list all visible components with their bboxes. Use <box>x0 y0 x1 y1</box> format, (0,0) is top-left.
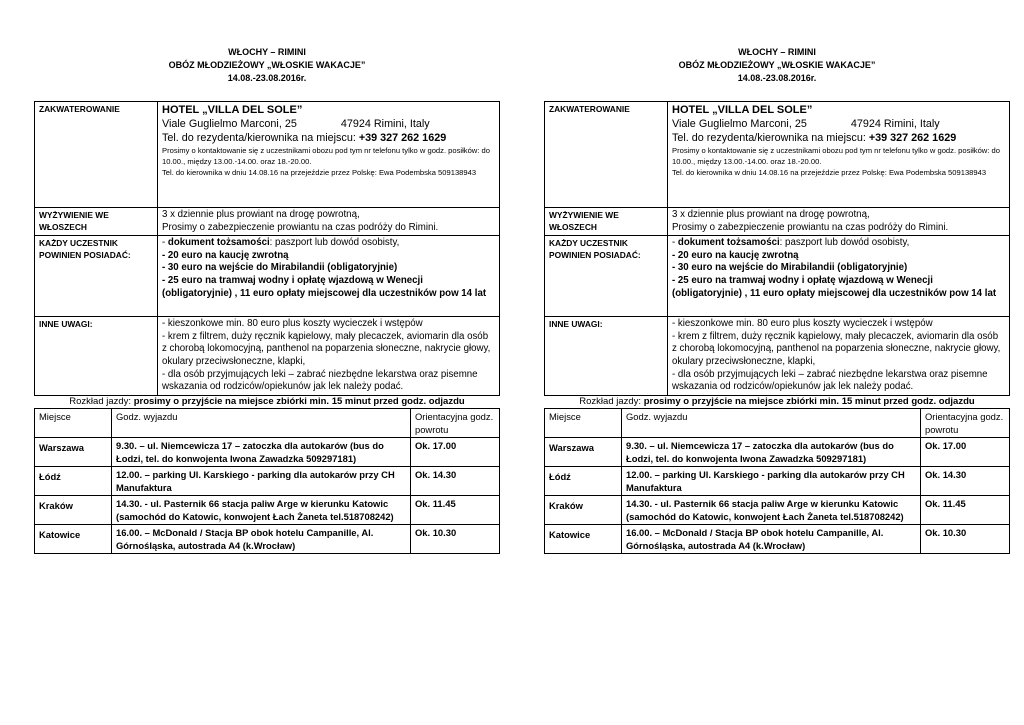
hotel-phone-label: Tel. do rezydenta/kierownika na miejscu: <box>162 132 356 144</box>
hotel-contact-note: Prosimy o kontaktowanie się z uczestnikami obozu pod tym nr telefonu tylko w godz. posiłków: do 10.00., między 13.00.-14.00. oraz 18.-20.00. <box>672 146 1000 166</box>
bring-item-1-rest: : paszport lub dowód osobisty, <box>269 237 400 249</box>
header <box>544 46 1010 85</box>
food-row <box>35 208 500 236</box>
hotel-phone-label: Tel. do rezydenta/kierownika na miejscu: <box>672 132 866 144</box>
bring-row <box>545 236 1010 317</box>
hotel-street: Viale Guglielmo Marconi, 25 <box>672 118 807 130</box>
col-time-header: Godz. wyjazdu <box>622 409 921 438</box>
row-departure: 12.00. – parking Ul. Karskiego - parking dla autokarów przy CH Manufaktura <box>112 467 411 496</box>
col-time-header: Godz. wyjazdu <box>112 409 411 438</box>
notes-value <box>668 317 1010 396</box>
notes-row <box>35 317 500 396</box>
food-label: WYŻYWIENIE WE WŁOSZECH <box>35 208 158 236</box>
row-departure: 14.30. - ul. Pasternik 66 stacja paliw Arge w kierunku Katowic (samochód do Katowic, konwojent Łach Żaneta tel.518708242) <box>112 496 411 525</box>
schedule-table <box>34 408 500 554</box>
header-camp-title: OBÓZ MŁODZIEŻOWY „WŁOSKIE WAKACJE” <box>678 60 876 70</box>
header <box>34 46 500 85</box>
schedule-header-row <box>545 409 1010 438</box>
hotel-phone-number: +39 327 262 1629 <box>868 132 957 144</box>
header-camp-title: OBÓZ MŁODZIEŻOWY „WŁOSKIE WAKACJE” <box>168 60 366 70</box>
hotel-address <box>162 117 495 131</box>
bring-item-1: - dokument tożsamości: paszport lub dowód osobisty, <box>162 237 400 249</box>
bring-item-1-bold: dokument tożsamości <box>167 237 270 249</box>
notes-label: INNE UWAGI: <box>35 317 158 396</box>
row-place: Warszawa <box>545 438 622 467</box>
notes-value <box>158 317 500 396</box>
row-departure: 14.30. - ul. Pasternik 66 stacja paliw Arge w kierunku Katowic (samochód do Katowic, konwojent Łach Żaneta tel.518708242) <box>622 496 921 525</box>
bring-label: KAŻDY UCZESTNIK POWINIEN POSIADAĆ: <box>545 236 668 317</box>
header-country: WŁOCHY – RIMINI <box>228 47 306 57</box>
hotel-contact-note: Prosimy o kontaktowanie się z uczestnikami obozu pod tym nr telefonu tylko w godz. posiłków: do 10.00., między 13.00.-14.00. oraz 18.-20.00. <box>162 146 490 166</box>
food-value <box>158 208 500 236</box>
hotel-street: Viale Guglielmo Marconi, 25 <box>162 118 297 130</box>
bring-item-1-bold: dokument tożsamości <box>677 237 780 249</box>
row-place: Kraków <box>35 496 112 525</box>
bring-item-2: - 20 euro na kaucję zwrotną <box>162 249 289 261</box>
row-return: Ok. 17.00 <box>411 438 500 467</box>
schedule-table <box>544 408 1010 554</box>
row-place: Katowice <box>545 525 622 554</box>
accommodation-value <box>668 102 1010 208</box>
col-return-header: Orientacyjna godz. powrotu <box>921 409 1010 438</box>
info-table <box>544 101 1010 396</box>
table-row <box>35 438 500 467</box>
schedule-caption-bold: prosimy o przyjście na miejsce zbiórki min. 15 minut przed godz. odjazdu <box>133 396 465 407</box>
bring-item-4: - 25 euro na tramwaj wodny i opłatę wjazdową w Wenecji (obligatoryjnie) , 11 euro opłaty miejscowej dla uczestników pow 14 lat <box>672 274 997 299</box>
table-row <box>35 525 500 554</box>
accommodation-label: ZAKWATEROWANIE <box>35 102 158 208</box>
table-row <box>35 496 500 525</box>
row-departure: 9.30. – ul. Niemcewicza 17 – zatoczka dla autokarów (bus do Łodzi, tel. do konwojenta Iwona Zawadzka 509297181) <box>622 438 921 467</box>
accommodation-value <box>158 102 500 208</box>
notes-line-3: - dla osób przyjmujących leki – zabrać niezbędne lekarstwa oraz pisemne wskazania od rodziców/opiekunów jak lek należy podać. <box>672 368 988 393</box>
col-place-header: Miejsce <box>545 409 622 438</box>
row-place: Łódź <box>35 467 112 496</box>
hotel-phone <box>672 131 1005 145</box>
food-line-2: Prosimy o zabezpieczenie prowiantu na czas podróży do Rimini. <box>162 221 439 233</box>
bring-item-1: - dokument tożsamości: paszport lub dowód osobisty, <box>672 237 910 249</box>
row-return: Ok. 17.00 <box>921 438 1010 467</box>
row-return: Ok. 14.30 <box>921 467 1010 496</box>
notes-line-1: - kieszonkowe min. 80 euro plus koszty wycieczek i wstępów <box>162 318 423 330</box>
table-row <box>545 525 1010 554</box>
bring-item-4: - 25 euro na tramwaj wodny i opłatę wjazdową w Wenecji (obligatoryjnie) , 11 euro opłaty miejscowej dla uczestników pow 14 lat <box>162 274 487 299</box>
food-value <box>668 208 1010 236</box>
food-line-1: 3 x dziennie plus prowiant na drogę powrotną, <box>672 209 870 220</box>
table-row <box>35 467 500 496</box>
row-return: Ok. 10.30 <box>921 525 1010 554</box>
accommodation-row <box>35 102 500 208</box>
bring-item-2: - 20 euro na kaucję zwrotną <box>672 249 799 261</box>
schedule-caption <box>544 395 1010 408</box>
food-row <box>545 208 1010 236</box>
notes-line-2: - krem z filtrem, duży ręcznik kąpielowy, mały plecaczek, aviomarin dla osób z chorobą lokomocyjną, panthenol na poparzenia słoneczne, nakrycie głowy, okulary przeciwsłoneczne, klapki, <box>672 330 1001 367</box>
col-place-header: Miejsce <box>35 409 112 438</box>
row-return: Ok. 11.45 <box>921 496 1010 525</box>
info-table <box>34 101 500 396</box>
accommodation-label: ZAKWATEROWANIE <box>545 102 668 208</box>
row-return: Ok. 14.30 <box>411 467 500 496</box>
row-return: Ok. 10.30 <box>411 525 500 554</box>
schedule-caption-prefix: Rozkład jazdy: <box>69 396 134 407</box>
bring-item-3: - 30 euro na wejście do Mirabilandii (obligatoryjnie) <box>672 262 908 274</box>
header-country: WŁOCHY – RIMINI <box>738 47 816 57</box>
table-row <box>545 438 1010 467</box>
schedule-header-row <box>35 409 500 438</box>
bring-item-3: - 30 euro na wejście do Mirabilandii (obligatoryjnie) <box>162 262 398 274</box>
food-line-1: 3 x dziennie plus prowiant na drogę powrotną, <box>162 209 360 220</box>
header-dates: 14.08.-23.08.2016r. <box>227 73 307 83</box>
bring-value <box>668 236 1010 317</box>
hotel-city: 47924 Rimini, Italy <box>340 118 430 130</box>
hotel-address <box>672 117 1005 131</box>
hotel-city: 47924 Rimini, Italy <box>850 118 940 130</box>
notes-line-3: - dla osób przyjmujących leki – zabrać niezbędne lekarstwa oraz pisemne wskazania od rodziców/opiekunów jak lek należy podać. <box>162 368 478 393</box>
food-label: WYŻYWIENIE WE WŁOSZECH <box>545 208 668 236</box>
table-row <box>545 496 1010 525</box>
row-return: Ok. 11.45 <box>411 496 500 525</box>
row-departure: 12.00. – parking Ul. Karskiego - parking dla autokarów przy CH Manufaktura <box>622 467 921 496</box>
schedule-caption-prefix: Rozkład jazdy: <box>579 396 644 407</box>
notes-label: INNE UWAGI: <box>545 317 668 396</box>
notes-row <box>545 317 1010 396</box>
row-departure: 16.00. – McDonald / Stacja BP obok hotelu Campanille, Al. Górnośląska, autostrada A4 (k.Wrocław) <box>112 525 411 554</box>
row-place: Łódź <box>545 467 622 496</box>
hotel-name: HOTEL „VILLA DEL SOLE” <box>672 104 813 116</box>
hotel-leader-note: Tel. do kierownika w dniu 14.08.16 na przejeździe przez Polskę: Ewa Podembska 509138943 <box>162 168 477 177</box>
bring-value <box>158 236 500 317</box>
notes-line-1: - kieszonkowe min. 80 euro plus koszty wycieczek i wstępów <box>672 318 933 330</box>
header-dates: 14.08.-23.08.2016r. <box>737 73 817 83</box>
schedule-caption-bold: prosimy o przyjście na miejsce zbiórki min. 15 minut przed godz. odjazdu <box>643 396 975 407</box>
row-place: Warszawa <box>35 438 112 467</box>
hotel-leader-note: Tel. do kierownika w dniu 14.08.16 na przejeździe przez Polskę: Ewa Podembska 509138943 <box>672 168 987 177</box>
row-departure: 9.30. – ul. Niemcewicza 17 – zatoczka dla autokarów (bus do Łodzi, tel. do konwojenta Iwona Zawadzka 509297181) <box>112 438 411 467</box>
col-return-header: Orientacyjna godz. powrotu <box>411 409 500 438</box>
food-line-2: Prosimy o zabezpieczenie prowiantu na czas podróży do Rimini. <box>672 221 949 233</box>
accommodation-row <box>545 102 1010 208</box>
row-departure: 16.00. – McDonald / Stacja BP obok hotelu Campanille, Al. Górnośląska, autostrada A4 (k.Wrocław) <box>622 525 921 554</box>
table-row <box>545 467 1010 496</box>
bring-row <box>35 236 500 317</box>
schedule-caption <box>34 395 500 408</box>
bring-item-1-rest: : paszport lub dowód osobisty, <box>779 237 910 249</box>
notes-line-2: - krem z filtrem, duży ręcznik kąpielowy, mały plecaczek, aviomarin dla osób z chorobą lokomocyjną, panthenol na poparzenia słoneczne, nakrycie głowy, okulary przeciwsłoneczne, klapki, <box>162 330 491 367</box>
bring-label: KAŻDY UCZESTNIK POWINIEN POSIADAĆ: <box>35 236 158 317</box>
hotel-phone <box>162 131 495 145</box>
row-place: Katowice <box>35 525 112 554</box>
hotel-name: HOTEL „VILLA DEL SOLE” <box>162 104 303 116</box>
row-place: Kraków <box>545 496 622 525</box>
hotel-phone-number: +39 327 262 1629 <box>358 132 447 144</box>
